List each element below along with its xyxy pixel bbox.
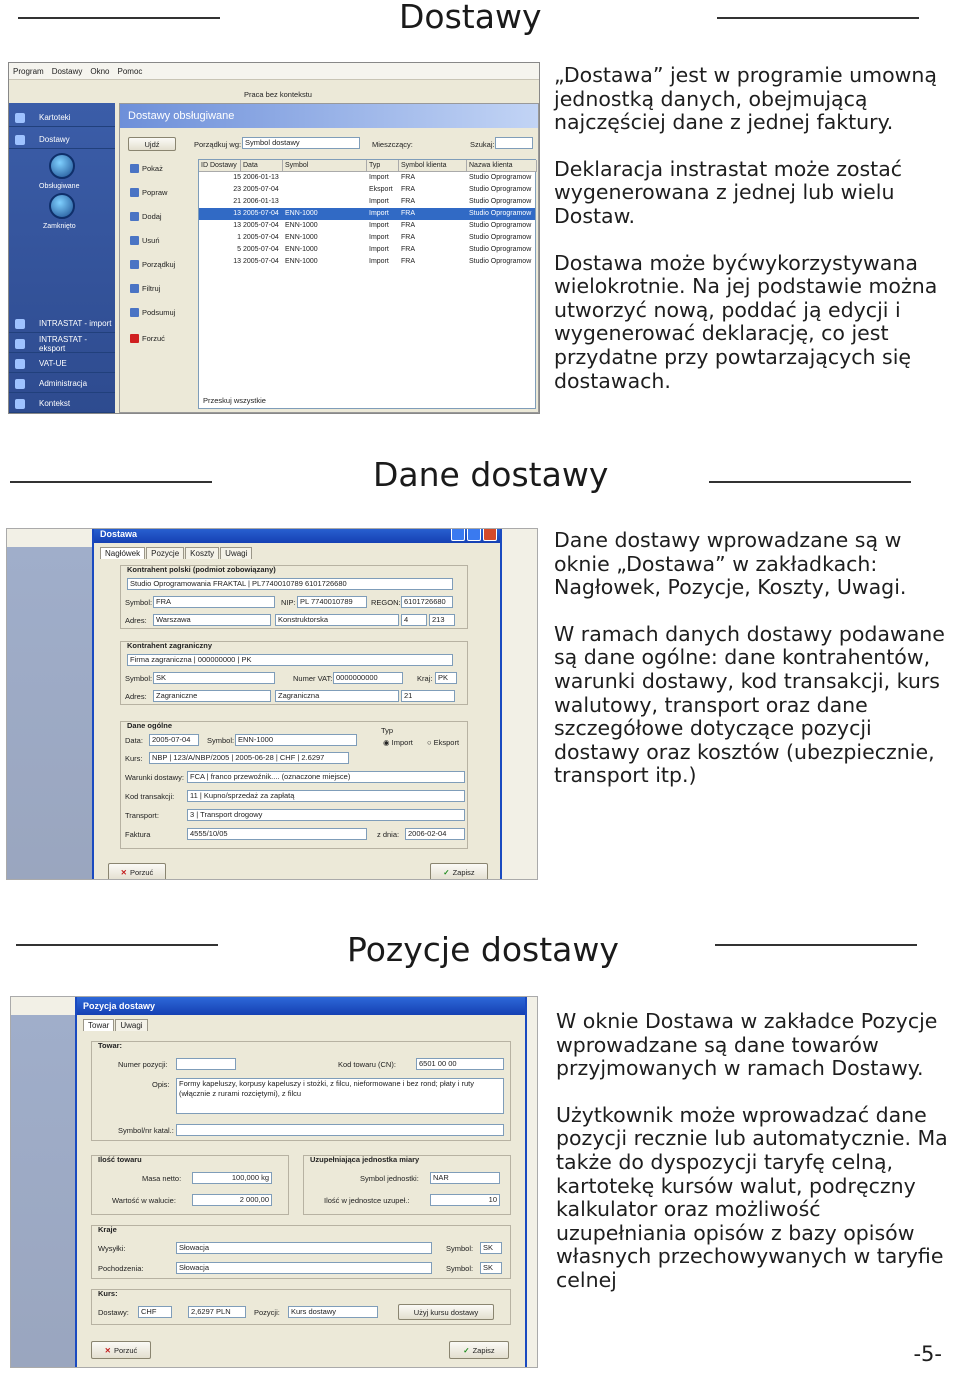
column-header[interactable]: Typ [367,160,399,172]
dostawy-label: Dostawy: [98,1308,129,1317]
section-heading-pozycje-dostawy: Pozycje dostawy [347,930,619,969]
group-kontrahent-polski [120,565,468,629]
table-cell: FRA [401,210,415,217]
symbol-field[interactable]: FRA [153,596,275,608]
table-cell: FRA [401,186,415,193]
warunki-label: Warunki dostawy: [125,773,184,782]
column-header[interactable]: Symbol [283,160,367,172]
delete-button[interactable]: Usuń [126,231,188,249]
panel-title: Dostawy obsługiwane [120,104,538,128]
chart-icon [15,339,25,349]
paragraph: W ramach danych dostawy podawane są dane ogólne: dane kontrahentów, warunki dostawy, kod transakcji, kurs walutowy, transport oraz dane szczegółowe dotyczące pozycji dostawy oraz kosztów (ubezpiecznie, transport itp.) [554,621,945,788]
section-heading-dane-dostawy: Dane dostawy [373,455,609,494]
edit-button[interactable]: Popraw [126,183,188,201]
summary-button[interactable]: Podsumuj [126,303,188,321]
wysylki-select[interactable]: Słowacja [176,1242,432,1254]
nip-field[interactable]: PL 7740010789 [297,596,367,608]
wartosc-field[interactable]: 2 000,00 [192,1194,272,1206]
table-row[interactable] [199,172,535,184]
table-cell: 2006-01-13 [243,198,279,205]
sym-jm-label: Symbol jednostki: [360,1174,419,1183]
wysylki-symbol[interactable]: SK [480,1242,502,1254]
date-field[interactable]: 2005-07-04 [149,734,199,746]
pozycja-window [75,996,527,1368]
table-cell: Import [369,198,389,205]
add-icon [130,212,139,221]
table-cell: FRA [401,258,415,265]
close-icon[interactable] [483,528,497,541]
close-icon: ✕ [120,867,127,877]
column-header[interactable]: Nazwa klienta [467,160,537,172]
kurs-label: Kurs: [125,754,143,763]
opis-field[interactable]: Formy kapeluszy, korpusy kapeluszy i stożki, z filcu, nieformowane i bez rond; płaty i ruty (włącznie z rurami rozciętymi), z filcu [176,1078,504,1114]
cancel-button[interactable]: ✕ Porzuć [91,1341,151,1359]
table-cell: Studio Oprogramow [469,258,532,265]
table-cell: Studio Oprogramow [469,210,532,217]
regon-label: REGON: [371,598,401,607]
pochodzenia-label: Pochodzenia: [98,1264,144,1273]
table-cell: Import [369,234,389,241]
menu-okno[interactable]: Okno [90,66,110,76]
symbol-label: Symbol: [125,674,153,683]
table-cell: 2005-07-04 [243,222,279,229]
vat-label: Numer VAT: [293,674,333,683]
icon-label-obslugiwane: Obsługiwane [39,183,80,190]
table-cell: Studio Oprogramow [469,186,532,193]
group-towar [91,1041,511,1141]
wartosc-label: Wartość w walucie: [112,1196,176,1205]
paragraph: Użytkownik może wprowadzać dane pozycji recznie lub automatycznie. Ma także do dyspozycji taryfę celną, kartotekę kursów walut, podręczny kalkulator oraz możliwość uzupełniania opisów z bazy opisów własnych przechowywanych w taryfie celnej [556,1102,948,1292]
column-header[interactable]: Data [241,160,283,172]
table-cell: 2005-07-04 [243,186,279,193]
use-kurs-button[interactable]: Użyj kursu dostawy [398,1304,494,1320]
pochodzenia-symbol[interactable]: SK [480,1262,502,1274]
table-row[interactable] [199,184,535,196]
show-button[interactable]: Pokaż [126,159,188,177]
symbol-katal-field[interactable] [176,1124,504,1136]
number-field[interactable]: 213 [429,614,455,626]
transport-select[interactable]: 3 | Transport drogowy [187,809,465,821]
masa-field[interactable]: 100,000 kg [192,1172,272,1184]
city-field[interactable]: Zagraniczne [153,690,271,702]
table-cell: ENN-1000 [285,258,318,265]
kurs-field[interactable]: 2,6297 PLN [188,1306,246,1318]
check-icon: ✓ [463,1345,470,1355]
tab-naglowek[interactable]: Nagłówek [100,547,145,559]
vat-field[interactable]: 0000000000 [333,672,403,684]
nip-label: NIP: [281,598,296,607]
table-cell: 13 [233,258,241,265]
numer-label: Numer pozycji: [118,1060,168,1069]
group-kontrahent-zagraniczny [120,641,468,705]
dostawa-window [92,528,502,880]
context-label: Praca bez kontekstu [244,90,312,99]
table-row[interactable] [199,256,535,268]
table-cell: Studio Oprogramow [469,246,532,253]
table-cell: Studio Oprogramow [469,198,532,205]
nav-item-kontekst[interactable]: Kontekst [9,395,115,413]
paragraph: Dane dostawy wprowadzane są w oknie „Dostawa” w zakładkach: Nagłowek, Pozycje, Koszty, Uwagi. [554,528,907,600]
number-field[interactable]: 4 [401,614,427,626]
table-cell: ENN-1000 [285,210,318,217]
tab-uwagi[interactable]: Uwagi [220,547,252,559]
close-icon: ✕ [104,1345,111,1355]
icon-label-zamknieto: Zamknięto [43,223,76,230]
city-field[interactable]: Warszawa [153,614,271,626]
kontrahent-zagr-field[interactable]: Firma zagraniczna | 000000000 | PK [127,654,453,666]
number-field[interactable]: 21 [401,690,455,702]
check-icon: ✓ [443,867,450,877]
group-kurs [91,1289,511,1325]
table-cell: 2005-07-04 [243,234,279,241]
table-cell: Eksport [369,186,393,193]
table-row[interactable] [199,196,535,208]
tab-bar [83,1019,148,1031]
menu-bar [9,63,539,80]
group-title: Kurs: [98,1289,118,1298]
symbol-label: Symbol: [207,736,235,745]
pochodzenia-select[interactable]: Słowacja [176,1262,432,1274]
column-header[interactable]: ID Dostawy [199,160,241,172]
pozycji-field[interactable]: Kurs dostawy [288,1306,378,1318]
table-cell: 2006-01-13 [243,174,279,181]
screenshot-dostawy-list [8,62,540,414]
filter-icon [130,284,139,293]
dostawy-table[interactable] [198,159,536,409]
pozycji-label: Pozycji: [254,1308,280,1317]
nav-item-intrastat-import[interactable]: INTRASTAT - import [9,315,115,333]
tab-bar [100,547,252,559]
table-cell: Import [369,174,389,181]
regon-field[interactable]: 6101726680 [401,596,453,608]
contains-label: Mieszczący: [372,140,413,149]
sort-label: Porządkuj wg: [194,140,242,149]
table-cell: ENN-1000 [285,234,318,241]
group-ilosc [91,1155,289,1215]
sort-button[interactable]: Porządkuj [126,255,188,273]
chart-icon [15,319,25,329]
data-label: Data: [125,736,143,745]
section-heading-dostawy: Dostawy [399,0,542,36]
text-block-dane-dostawy [554,529,954,811]
search-input[interactable] [495,137,533,149]
table-cell: FRA [401,174,415,181]
table-cell: 21 [233,198,241,205]
symbol-label: Symbol: [446,1244,474,1253]
symbol-label: Symbol: [125,598,153,607]
window-titlebar: Pozycja dostawy [77,997,525,1015]
save-button[interactable]: ✓ Zapisz [430,863,488,880]
magnifier-icon [130,164,139,173]
cancel-button[interactable]: ✕ Porzuć [108,863,166,880]
nav-sidebar [9,103,115,414]
zdnia-field[interactable]: 2006-02-04 [405,828,465,840]
group-title: Ilość towaru [98,1155,142,1164]
column-header[interactable]: Symbol klienta [399,160,467,172]
table-cell: FRA [401,246,415,253]
sort-icon [130,260,139,269]
table-cell: 2005-07-04 [243,246,279,253]
adres-label: Adres: [125,692,147,701]
group-kraje [91,1225,511,1279]
street-field[interactable]: Zagraniczna [275,690,399,702]
table-cell: ENN-1000 [285,222,318,229]
tab-uwagi[interactable]: Uwagi [115,1019,147,1031]
nav-item-vat-ue[interactable]: VAT-UE [9,355,115,373]
truck-icon [15,135,25,145]
search-label: Szukaj: [470,140,495,149]
table-row[interactable] [199,208,535,220]
nav-item-administracja[interactable]: Administracja [9,375,115,393]
radio-import[interactable]: ◉ Import [383,738,413,747]
street-field[interactable]: Konstruktorska [275,614,399,626]
menu-pomoc[interactable]: Pomoc [117,66,143,76]
sort-select[interactable]: Symbol dostawy [242,137,360,149]
group-title: Kraje [98,1225,117,1234]
close-icon [130,334,139,343]
table-cell: 2005-07-04 [243,258,279,265]
table-row[interactable] [199,232,535,244]
unlock-icon[interactable] [49,153,75,179]
ilosc-jm-label: Ilość w jednostce uzupeł.: [324,1196,410,1205]
window-titlebar: Dostawa [94,528,500,543]
kurs-field[interactable]: NBP | 123/A/NBP/2005 | 2005-06-28 | CHF | 2.6297 [149,752,349,764]
sym-jm-field[interactable]: NAR [430,1172,500,1184]
text-block-pozycje [556,1010,954,1316]
edit-icon [130,188,139,197]
menu-dostawy[interactable]: Dostawy [51,66,83,76]
faktura-label: Faktura [125,830,151,839]
group-jednostka [303,1155,511,1215]
tab-towar[interactable]: Towar [83,1019,114,1031]
wrench-icon [15,379,25,389]
table-footer: Przeskuj wszystkie [203,396,266,405]
group-title: Kontrahent zagraniczny [127,641,213,650]
nav-item-intrastat-eksport[interactable]: INTRASTAT - eksport [9,335,115,353]
screenshot-pozycje-dostawy [10,996,538,1368]
zdnia-label: z dnia: [377,830,400,839]
wysylki-label: Wysyłki: [98,1244,126,1253]
table-cell: Import [369,246,389,253]
symbol-field[interactable]: ENN-1000 [235,734,357,746]
table-cell: FRA [401,198,415,205]
group-dane-ogolne [120,721,468,849]
maximize-icon[interactable] [467,528,481,541]
symbol-field[interactable]: SK [153,672,275,684]
kod-field[interactable]: 6501 00 00 [416,1058,504,1070]
transport-label: Transport: [125,811,159,820]
add-button[interactable]: Dodaj [126,207,188,225]
save-button[interactable]: ✓ Zapisz [449,1341,509,1359]
table-cell: FRA [401,234,415,241]
group-title: Towar: [98,1041,123,1050]
screenshot-dane-dostawy [6,528,538,880]
table-row[interactable] [199,220,535,232]
table-cell: Studio Oprogramow [469,234,532,241]
folder-icon [15,113,25,123]
table-cell: Import [369,222,389,229]
discard-button[interactable]: Forzuć [126,329,188,347]
symbol-katal-label: Symbol/nr katal.: [118,1126,174,1135]
symbol-label: Symbol: [446,1264,474,1273]
opis-label: Opis: [152,1080,170,1089]
close-button[interactable]: Ujdź [128,137,176,151]
table-cell: Import [369,210,389,217]
table-cell: 13 [233,210,241,217]
page-number: -5- [913,1342,942,1366]
minimize-icon[interactable] [451,528,465,541]
table-cell: Studio Oprogramow [469,222,532,229]
kod-select[interactable]: 11 | Kupno/sprzedaż za zapłatą [187,790,465,802]
kontrahent-polski-field[interactable]: Studio Oprogramowania FRAKTAL | PL7740010789 6101726680 [127,578,453,590]
tab-koszty[interactable]: Koszty [185,547,219,559]
numer-field[interactable] [176,1058,236,1070]
group-title: Dane ogólne [127,721,173,730]
table-cell: 15 [233,174,241,181]
radio-eksport[interactable]: ○ Eksport [427,738,460,747]
table-row[interactable] [199,244,535,256]
table-cell: 23 [233,186,241,193]
group-title: Kontrahent polski (podmiot zobowiązany) [127,565,276,574]
menu-program[interactable]: Program [13,66,44,76]
panel-dostawy-obslugiwane [119,103,539,413]
text-block-dostawy [554,64,954,416]
filter-button[interactable]: Filtruj [126,279,188,297]
nav-item-kartoteki[interactable]: Kartoteki [9,109,115,127]
kraj-label: Kraj: [417,674,433,683]
faktura-field[interactable]: 4555/10/05 [187,828,367,840]
nav-item-dostawy[interactable]: Dostawy [9,131,115,149]
paragraph: W oknie Dostawa w zakładce Pozycje wprowadzane są dane towarów przyjmowanych w ramach Dostawy. [556,1009,938,1081]
table-cell: 1 [237,234,241,241]
kod-label: Kod towaru (CN): [338,1060,396,1069]
table-cell: ENN-1000 [285,246,318,253]
group-title: Uzupełniająca jednostka miary [310,1155,420,1164]
table-cell: 5 [237,246,241,253]
kraj-field[interactable]: PK [435,672,457,684]
delete-icon [130,236,139,245]
globe-icon [15,359,25,369]
table-cell: Studio Oprogramow [469,174,532,181]
table-cell: 13 [233,222,241,229]
sigma-icon [130,308,139,317]
paragraph: Deklaracja instrastat może zostać wygenerowana z jednej lub wielu Dostaw. [554,156,903,228]
table-cell: Import [369,258,389,265]
waluta-field[interactable]: CHF [138,1306,172,1318]
masa-label: Masa netto: [142,1174,182,1183]
tab-pozycje[interactable]: Pozycje [146,547,184,559]
kod-label: Kod transakcji: [125,792,175,801]
paragraph: Dostawa może byćwykorzystywana wielokrotnie. Na jej podstawie można utworzyć nową, poddać ją edycji i wygenerować deklarację, co jest przydatne przy powtarzających się dostawach. [554,250,938,393]
warunki-select[interactable]: FCA | franco przewoźnik.... (oznaczone miejsce) [187,771,465,783]
ilosc-jm-field[interactable]: 10 [430,1194,500,1206]
nav-sidebar-bg [7,547,97,880]
table-cell: 2005-07-04 [243,210,279,217]
table-cell: FRA [401,222,415,229]
lock-icon[interactable] [49,193,75,219]
nav-sidebar-bg [11,1015,81,1368]
context-icon [15,399,25,409]
adres-label: Adres: [125,616,147,625]
paragraph: „Dostawa” jest w programie umowną jednostką danych, obejmującą najczęściej dane z jednej faktury. [554,63,937,135]
typ-label: Typ [381,726,394,735]
